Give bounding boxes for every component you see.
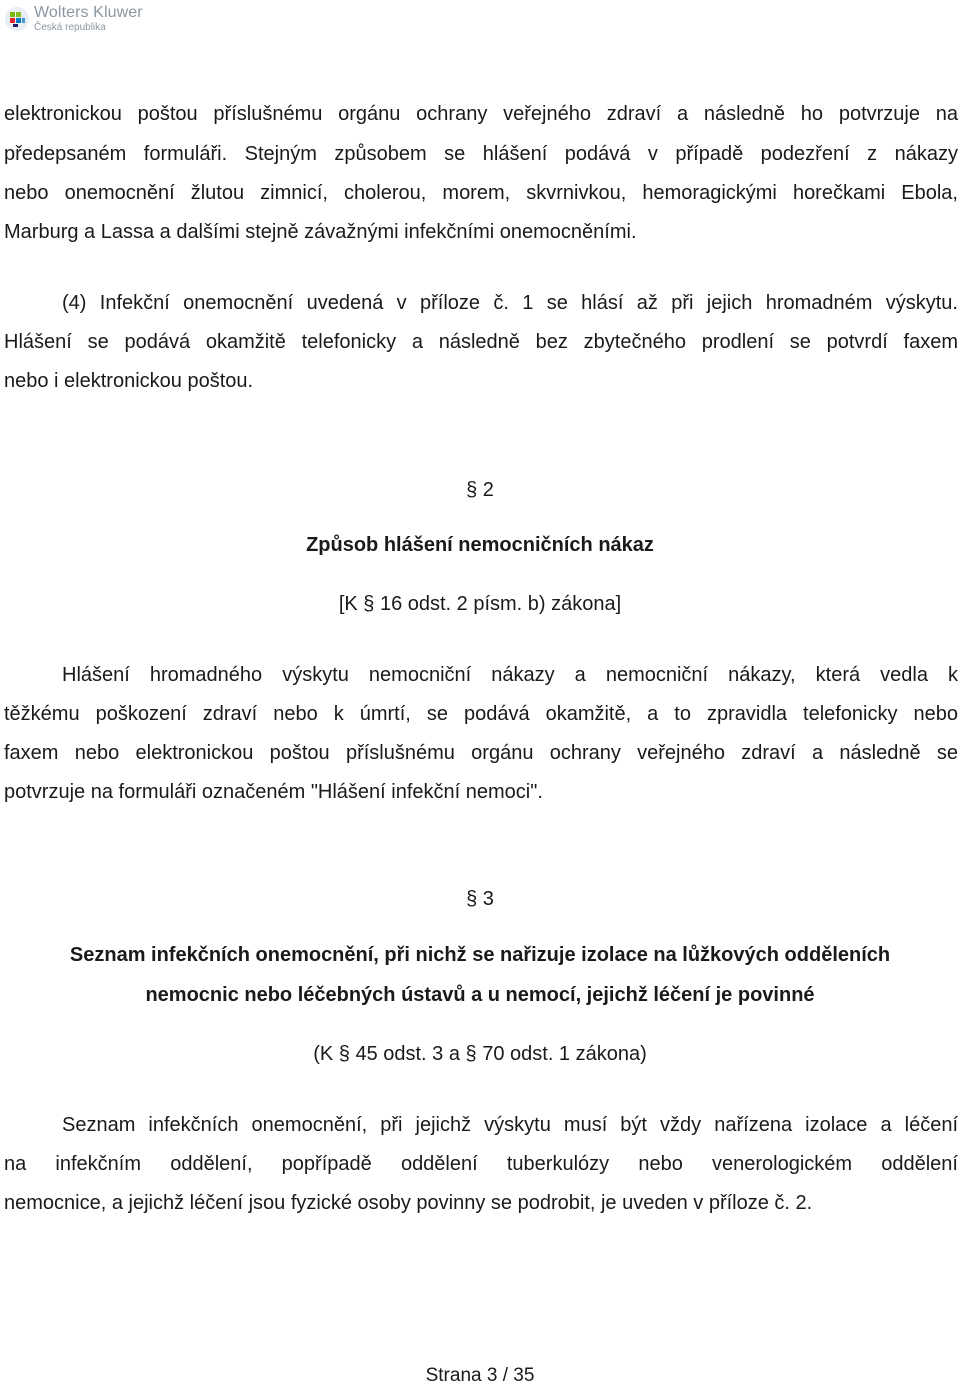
wolters-kluwer-logo-icon [4, 6, 30, 32]
section-title: nemocnic nebo léčebných ústavů a u nemocí, jejichž léčení je povinné [145, 984, 815, 1006]
paragraph-line: nebo i elektronickou poštou. [4, 370, 254, 392]
section-title: Způsob hlášení nemocničních nákaz [306, 534, 654, 556]
section-title: Seznam infekčních onemocnění, při nichž se nařizuje izolace na lůžkových odděleních [69, 944, 891, 966]
page-number: Strana 3 / 35 [425, 1365, 535, 1386]
paragraph-line: těžkému poškození zdraví nebo k úmrtí, se podává okamžitě, a to zpravidla telefonicky nebo [4, 703, 958, 725]
paragraph-line: nemocnice, a jejichž léčení jsou fyzické osoby povinny se podrobit, je uveden v příloze č. 2. [4, 1192, 813, 1214]
paragraph-line: Hlášení se podává okamžitě telefonicky a následně bez zbytečného prodlení se potvrdí faxem [4, 331, 958, 353]
paragraph-line: faxem nebo elektronickou poštou příslušnému orgánu ochrany veřejného zdraví a následně se [4, 742, 958, 764]
paragraph-line: na infekčním oddělení, popřípadě oddělení tuberkulózy nebo venerologickém oddělení [4, 1153, 958, 1175]
section-reference: [K § 16 odst. 2 písm. b) zákona] [338, 593, 622, 615]
paragraph-line: potvrzuje na formuláři označeném "Hlášení infekční nemoci". [4, 781, 543, 803]
paragraph-line: Seznam infekčních onemocnění, při jejichž výskytu musí být vždy nařízena izolace a léčení [62, 1114, 958, 1136]
publisher-logo [4, 2, 143, 36]
paragraph-line: předepsaném formuláři. Stejným způsobem se hlášení podává v případě podezření z nákazy [4, 143, 958, 165]
section-reference: (K § 45 odst. 3 a § 70 odst. 1 zákona) [313, 1043, 647, 1065]
brand-name: Wolters Kluwer [34, 4, 143, 21]
section-number: § 2 [466, 479, 494, 501]
brand-region: Česká republika [34, 22, 106, 33]
section-number: § 3 [466, 888, 494, 910]
paragraph-line: elektronickou poštou příslušnému orgánu ochrany veřejného zdraví a následně ho potvrzuje na [4, 103, 958, 125]
paragraph-line: Marburg a Lassa a dalšími stejně závažnými infekčními onemocněními. [4, 221, 637, 243]
paragraph-line: (4) Infekční onemocnění uvedená v příloze č. 1 se hlásí až při jejich hromadném výskytu. [62, 292, 958, 314]
paragraph-line: nebo onemocnění žlutou zimnicí, cholerou, morem, skvrnivkou, hemoragickými horečkami Ebola, [4, 182, 958, 204]
paragraph-line: Hlášení hromadného výskytu nemocniční nákazy a nemocniční nákazy, která vedla k [62, 664, 958, 686]
